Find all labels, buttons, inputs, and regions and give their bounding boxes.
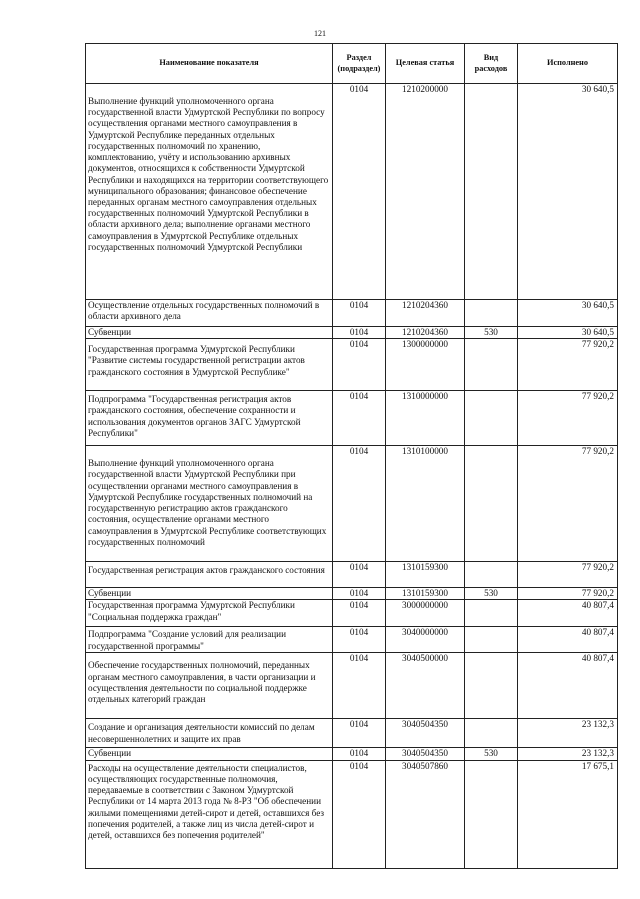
row-expense-type — [465, 300, 518, 327]
row-expense-type — [465, 84, 518, 300]
row-expense-type — [465, 653, 518, 719]
row-name: Подпрограмма "Создание условий для реализации государственной программы" — [86, 627, 333, 653]
row-section: 0104 — [333, 300, 386, 327]
row-name: Обеспечение государственных полномочий, переданных органам местного самоуправления, в части организации и осуществления деятельности по социальной поддержке отдельных категорий граждан — [86, 653, 333, 719]
row-section: 0104 — [333, 339, 386, 391]
row-section: 0104 — [333, 588, 386, 600]
row-executed: 30 640,5 — [518, 300, 618, 327]
row-name: Выполнение функций уполномоченного органа государственной власти Удмуртской Республики при осуществлении органами местного самоуправления в Удмуртской Республике государственных полномочий на государственную регистрацию актов гражданского состояния, осуществление органами местного самоуправления в Удмуртской Республике соответствующих государственных полномочий — [86, 446, 333, 562]
row-name: Субвенции — [86, 588, 333, 600]
table-row — [86, 653, 618, 719]
row-executed: 40 807,4 — [518, 653, 618, 719]
table-row — [86, 627, 618, 653]
row-section: 0104 — [333, 446, 386, 562]
row-target: 3040504350 — [386, 748, 465, 760]
row-expense-type — [465, 446, 518, 562]
row-executed: 77 920,2 — [518, 339, 618, 391]
row-expense-type — [465, 562, 518, 588]
row-name: Выполнение функций уполномоченного органа государственной власти Удмуртской Республики по вопросу осуществления органами местного самоуправления в Удмуртской Республике переданных отдельных государственных полномочий по хранению, комплектованию, учёту и использованию архивных документов, относящихся к собственности Удмуртской Республики и находящихся на территории соответствующего муниципального образования; финансовое обеспечение переданных органам местного самоуправления отдельных государственных полномочий Удмуртской Республики в области архивного дела; выполнение органами местного самоуправления в Удмуртской Республике отдельных государственных полномочий Удмуртской Республики — [86, 84, 333, 300]
row-name: Субвенции — [86, 327, 333, 339]
table-row — [86, 446, 618, 562]
row-name: Государственная программа Удмуртской Республики "Социальная поддержка граждан" — [86, 600, 333, 627]
table-row — [86, 300, 618, 327]
row-executed: 23 132,3 — [518, 748, 618, 760]
row-section: 0104 — [333, 562, 386, 588]
row-expense-type — [465, 600, 518, 627]
table-row — [86, 748, 618, 760]
row-name: Подпрограмма "Государственная регистрация актов гражданского состояния, обеспечение сохранности и использования документов органов ЗАГС Удмуртской Республики" — [86, 391, 333, 446]
table-row — [86, 327, 618, 339]
row-name: Осуществление отдельных государственных полномочий в области архивного дела — [86, 300, 333, 327]
table-row — [86, 391, 618, 446]
page-number: 121 — [314, 29, 326, 38]
row-expense-type: 530 — [465, 748, 518, 760]
row-expense-type — [465, 627, 518, 653]
table-row — [86, 600, 618, 627]
header-target: Целевая статья — [386, 44, 465, 84]
table-row — [86, 84, 618, 300]
row-executed: 77 920,2 — [518, 391, 618, 446]
header-expense-type: Вид расходов — [465, 44, 518, 84]
row-name: Государственная регистрация актов гражданского состояния — [86, 562, 333, 588]
table-row — [86, 719, 618, 748]
row-section: 0104 — [333, 748, 386, 760]
row-target: 3040500000 — [386, 653, 465, 719]
header-executed: Исполнено — [518, 44, 618, 84]
row-expense-type — [465, 339, 518, 391]
row-target: 1300000000 — [386, 339, 465, 391]
row-target: 1310159300 — [386, 588, 465, 600]
row-name: Субвенции — [86, 748, 333, 760]
row-section: 0104 — [333, 760, 386, 868]
row-expense-type — [465, 760, 518, 868]
row-target: 1310100000 — [386, 446, 465, 562]
table-row — [86, 339, 618, 391]
row-executed: 17 675,1 — [518, 760, 618, 868]
row-name: Государственная программа Удмуртской Республики "Развитие системы государственной регистрации актов гражданского состояния в Удмуртской Республике" — [86, 339, 333, 391]
table-row — [86, 562, 618, 588]
table-row — [86, 588, 618, 600]
row-target: 3040504350 — [386, 719, 465, 748]
row-expense-type — [465, 391, 518, 446]
budget-table — [85, 43, 618, 869]
row-section: 0104 — [333, 84, 386, 300]
row-executed: 77 920,2 — [518, 588, 618, 600]
row-target: 1210200000 — [386, 84, 465, 300]
row-target: 1210204360 — [386, 300, 465, 327]
row-expense-type: 530 — [465, 327, 518, 339]
row-name: Расходы на осуществление деятельности специалистов, осуществляющих государственные полномочия, передаваемые в соответствии с Законом Удмуртской Республики от 14 марта 2013 года № 8-РЗ "Об обеспечении жилыми помещениями детей-сирот и детей, оставшихся без попечения родителей, а также лиц из числа детей-сирот и детей, оставшихся без попечения родителей" — [86, 760, 333, 868]
header-section: Раздел (подраздел) — [333, 44, 386, 84]
row-expense-type — [465, 719, 518, 748]
row-executed: 30 640,5 — [518, 327, 618, 339]
header-name: Наименование показателя — [86, 44, 333, 84]
row-executed: 23 132,3 — [518, 719, 618, 748]
row-executed: 77 920,2 — [518, 562, 618, 588]
row-executed: 40 807,4 — [518, 627, 618, 653]
row-section: 0104 — [333, 600, 386, 627]
row-name: Создание и организация деятельности комиссий по делам несовершеннолетних и защите их прав — [86, 719, 333, 748]
row-section: 0104 — [333, 653, 386, 719]
table-row — [86, 760, 618, 868]
row-section: 0104 — [333, 327, 386, 339]
row-expense-type: 530 — [465, 588, 518, 600]
row-section: 0104 — [333, 627, 386, 653]
row-executed: 30 640,5 — [518, 84, 618, 300]
row-target: 3000000000 — [386, 600, 465, 627]
row-executed: 40 807,4 — [518, 600, 618, 627]
row-section: 0104 — [333, 719, 386, 748]
row-target: 1310159300 — [386, 562, 465, 588]
row-target: 1210204360 — [386, 327, 465, 339]
row-executed: 77 920,2 — [518, 446, 618, 562]
table-header-row — [86, 44, 618, 84]
row-section: 0104 — [333, 391, 386, 446]
row-target: 1310000000 — [386, 391, 465, 446]
row-target: 3040000000 — [386, 627, 465, 653]
row-target: 3040507860 — [386, 760, 465, 868]
